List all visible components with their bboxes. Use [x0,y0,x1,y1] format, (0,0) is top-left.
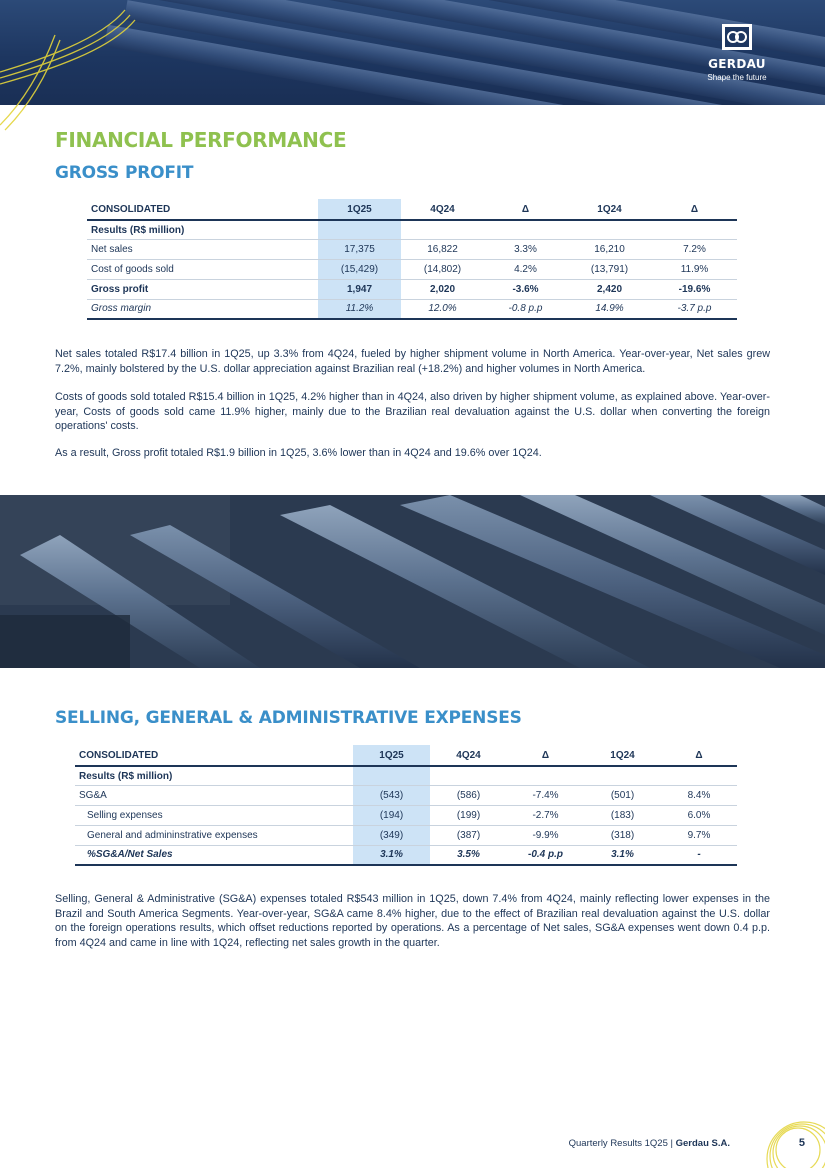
table-row: Net sales 17,375 16,822 3.3% 16,210 7.2% [87,240,737,260]
sga-table [75,745,737,866]
column-header: 1Q25 [318,199,401,220]
table-row: Gross profit 1,947 2,020 -3.6% 2,420 -19.6% [87,279,737,299]
column-header: Δ [484,199,567,220]
footer-text [569,1138,730,1149]
paragraph: As a result, Gross profit totaled R$1.9 billion in 1Q25, 3.6% lower than in 4Q24 and 19.6% over 1Q24. [55,447,542,459]
column-header: 4Q24 [430,745,507,766]
table-subheader: Results (R$ million) [87,220,318,240]
gerdau-logo-icon [722,24,752,50]
footer [0,1138,825,1158]
sga-heading: SELLING, GENERAL & ADMINISTRATIVE EXPENSES [55,708,522,728]
brand-name: GERDAU [708,57,766,71]
column-header: CONSOLIDATED [75,745,353,766]
table-row: SG&A (543) (586) -7.4% (501) 8.4% [75,786,737,806]
column-header: 4Q24 [401,199,484,220]
column-header: Δ [507,745,584,766]
company-name: Gerdau S.A. [675,1138,730,1149]
steel-beams-photo [0,495,825,668]
column-header: 1Q24 [567,199,652,220]
gerdau-logo [701,24,773,82]
column-header: CONSOLIDATED [87,199,318,220]
paragraph: Selling, General & Administrative (SG&A) expenses totaled R$543 million in 1Q25, down 7.4% from 4Q24, mainly reflecting lower expenses in the Brazil and South America Segments. Year-over-year, SG&A came 8.4% higher, due to the effect of Brazilian real devaluation against the U.S. dollar on the foreign operations results, which offset reductions reported by operations. As a percentage of Net sales, SG&A expenses went down 0.4 p.p. from 4Q24 and came in line with 1Q24, reflecting net sales growth in the quarter. [55,893,770,949]
column-header: 1Q25 [353,745,430,766]
report-name: Quarterly Results 1Q25 [568,1138,668,1149]
table-subheader: Results (R$ million) [75,766,353,786]
section-title: FINANCIAL PERFORMANCE [55,128,347,152]
table-row: General and admininstrative expenses (349) (387) -9.9% (318) 9.7% [75,825,737,845]
column-header: Δ [661,745,737,766]
paragraph: Costs of goods sold totaled R$15.4 billion in 1Q25, 4.2% higher than in 4Q24, also driven by higher shipment volume, as explained above. Year-over-year, Costs of goods sold came 11.9% higher, mainly due to the Brazilian real devaluation against the U.S. dollar when converting the foreign operations' costs. [55,391,770,433]
decorative-swirl [0,0,150,135]
brand-tagline: Shape the future [707,73,767,82]
paragraph: Net sales totaled R$17.4 billion in 1Q25, up 3.3% from 4Q24, fueled by higher shipment volume in North America. Year-over-year, Net sales grew 7.2%, mainly bolstered by the U.S. dollar appreciation against Brazilian real (+18.2%) and higher volumes in North America. [55,348,770,375]
footer-separator: | [670,1138,673,1149]
steel-beams-image [0,495,825,668]
page-number: 5 [798,1137,805,1149]
column-header: 1Q24 [584,745,661,766]
gross-profit-heading: GROSS PROFIT [55,163,194,183]
table-row: Gross margin 11.2% 12.0% -0.8 p.p 14.9% -3.7 p.p [87,299,737,319]
table-row: Cost of goods sold (15,429) (14,802) 4.2% (13,791) 11.9% [87,260,737,280]
column-header: Δ [652,199,737,220]
table-row: %SG&A/Net Sales 3.1% 3.5% -0.4 p.p 3.1% - [75,845,737,865]
gross-profit-table [87,199,737,320]
table-row: Selling expenses (194) (199) -2.7% (183) 6.0% [75,806,737,826]
